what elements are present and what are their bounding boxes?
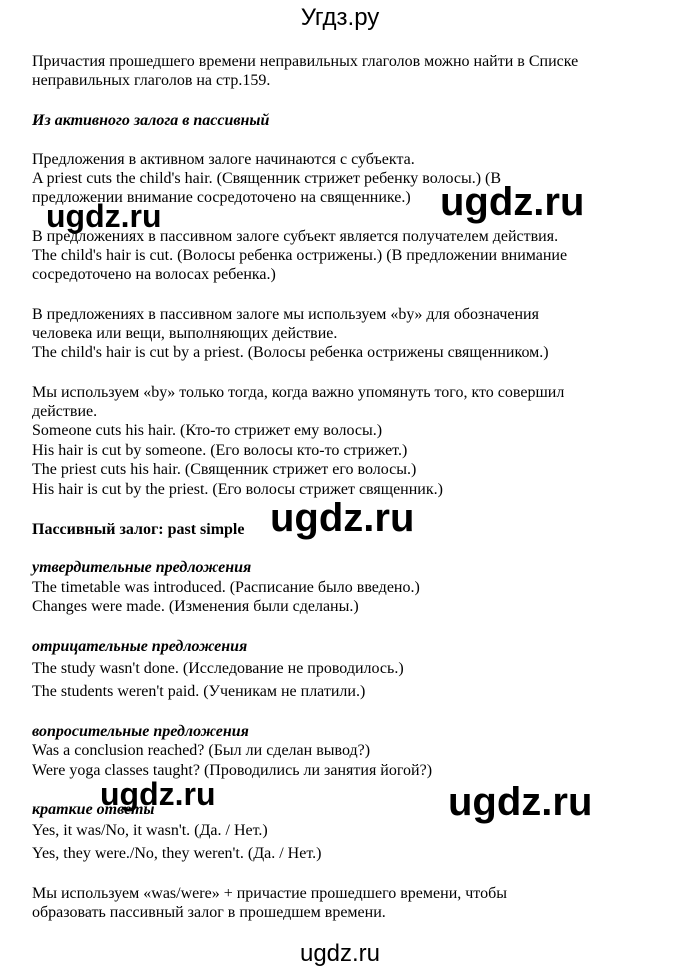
example-line: Someone cuts his hair. (Кто-то стрижет ему волосы.) <box>32 422 383 439</box>
example-line: His hair is cut by someone. (Его волосы кто-то стрижет.) <box>32 442 408 459</box>
watermark: ugdz.ru <box>440 180 585 224</box>
footer-site: ugdz.ru <box>299 940 381 967</box>
example-line: Were yoga classes taught? (Проводились ли занятия йогой?) <box>32 762 433 779</box>
paragraph-line: предложении внимание сосредоточено на священнике.) <box>32 189 411 206</box>
paragraph-line: человека или вещи, выполняющих действие. <box>32 325 338 342</box>
paragraph-line: сосредоточено на волосах ребенка.) <box>32 266 276 283</box>
paragraph-line: Мы используем «by» только тогда, когда важно упомянуть того, кто совершил <box>32 384 565 401</box>
questions-label: вопросительные предложения <box>32 723 249 740</box>
watermark: ugdz.ru <box>270 496 415 540</box>
example-line: The timetable was introduced. (Расписание было введено.) <box>32 579 420 596</box>
example-line: The students weren't paid. (Ученикам не платили.) <box>32 683 366 700</box>
example-line: Was a conclusion reached? (Был ли сделан вывод?) <box>32 742 371 759</box>
watermark: ugdz.ru <box>100 776 216 812</box>
paragraph-line: В предложениях в пассивном залоге субъект является получателем действия. <box>32 228 559 245</box>
example-line: Changes were made. (Изменения были сделаны.) <box>32 598 359 615</box>
example-line: His hair is cut by the priest. (Его волосы стрижет священник.) <box>32 481 443 498</box>
section-heading-active-passive: Из активного залога в пассивный <box>32 112 270 129</box>
paragraph-line: действие. <box>32 403 98 420</box>
short-answers-label: краткие ответы <box>32 801 155 818</box>
summary-line: Мы используем «was/were» + причастие прошедшего времени, чтобы <box>32 885 507 902</box>
summary-line: образовать пассивный залог в прошедшем времени. <box>32 904 386 921</box>
example-line: The study wasn't done. (Исследование не проводилось.) <box>32 660 404 677</box>
paragraph-line: The child's hair is cut. (Волосы ребенка острижены.) (В предложении внимание <box>32 247 568 264</box>
example-line: Yes, it was/No, it wasn't. (Да. / Нет.) <box>32 822 268 839</box>
paragraph-line: Предложения в активном залоге начинаются с субъекта. <box>32 151 415 168</box>
intro-line-1: Причастия прошедшего времени неправильных глаголов можно найти в Списке <box>32 53 579 70</box>
paragraph-line: A priest cuts the child's hair. (Священник стрижет ребенку волосы.) (В <box>32 170 502 187</box>
intro-line-2: неправильных глаголов на стр.159. <box>32 72 271 89</box>
paragraph-line: В предложениях в пассивном залоге мы используем «by» для обозначения <box>32 306 539 323</box>
paragraph-line: The child's hair is cut by a priest. (Волосы ребенка острижены священником.) <box>32 344 549 361</box>
section-heading-past-simple: Пассивный залог: past simple <box>32 521 245 538</box>
negative-label: отрицательные предложения <box>32 638 248 655</box>
example-line: The priest cuts his hair. (Священник стрижет его волосы.) <box>32 461 417 478</box>
affirmative-label: утвердительные предложения <box>32 559 252 576</box>
watermark: ugdz.ru <box>448 780 593 824</box>
example-line: Yes, they were./No, they weren't. (Да. / Нет.) <box>32 845 322 862</box>
watermark: ugdz.ru <box>46 198 162 234</box>
site-title: Угдз.ру <box>300 4 380 31</box>
